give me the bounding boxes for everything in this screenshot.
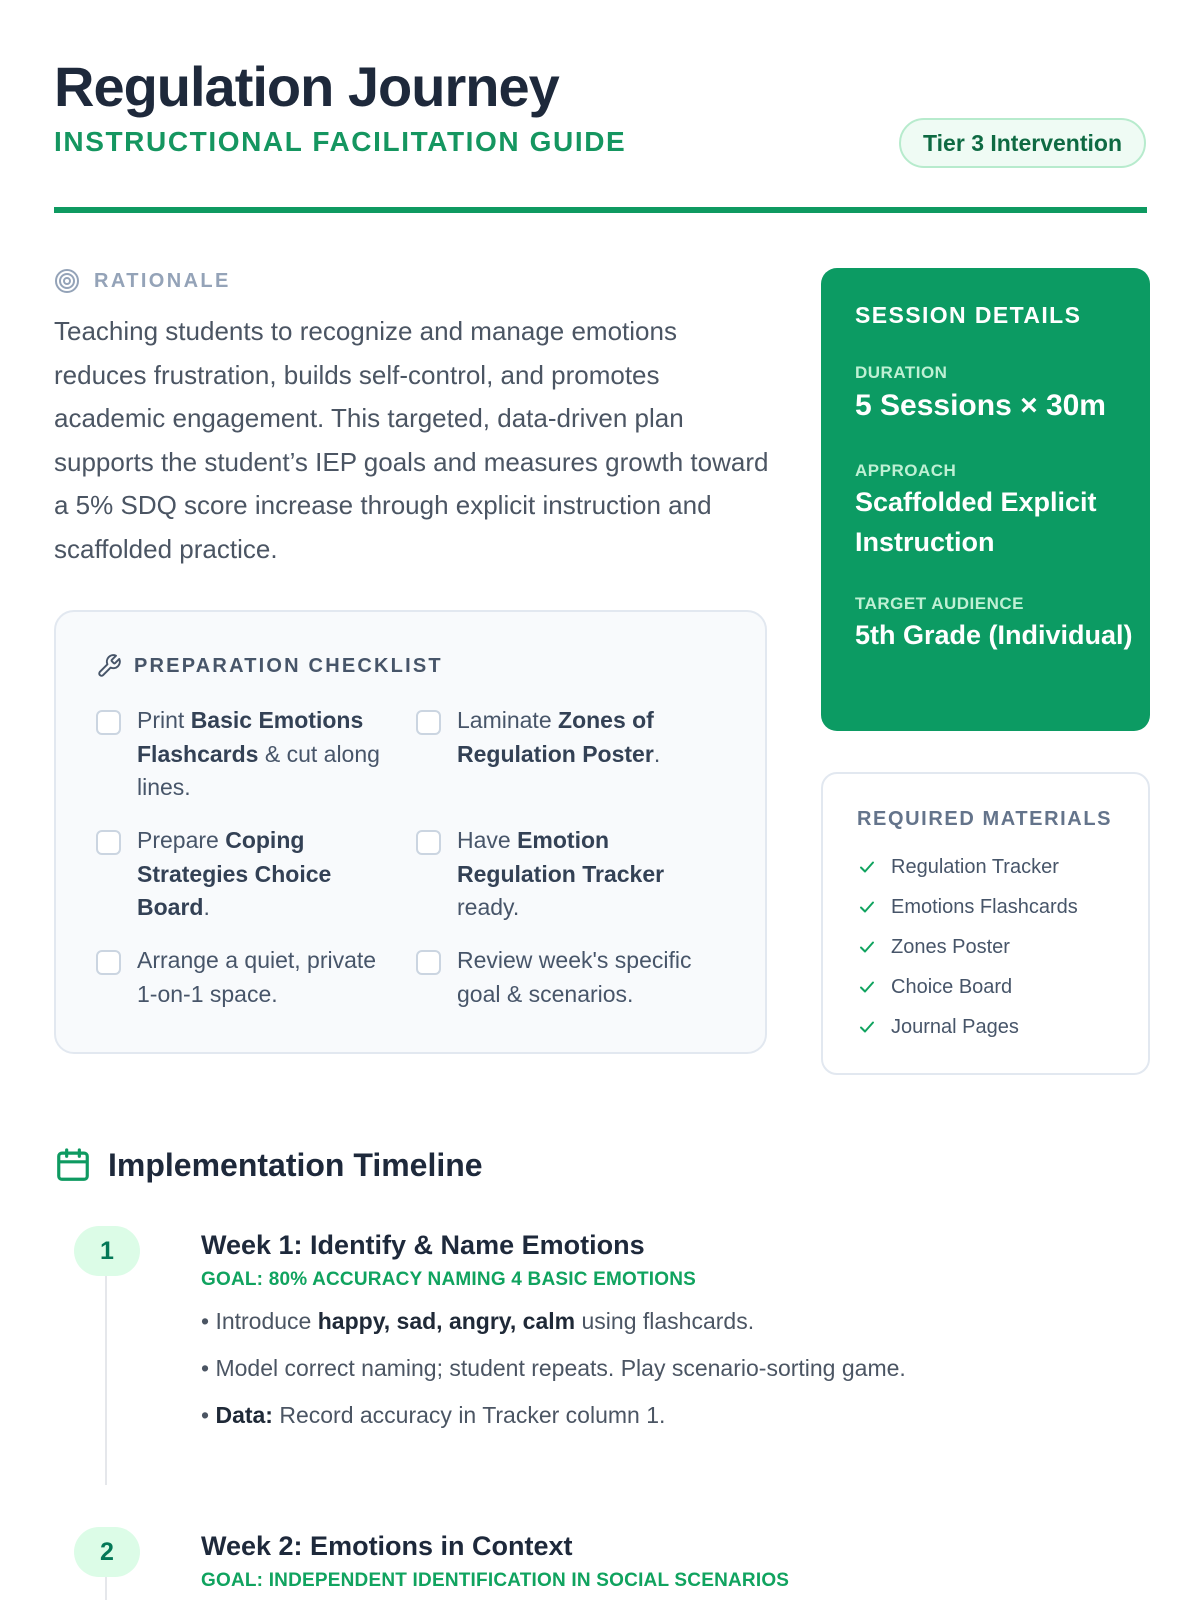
item-bold: Emotion Regulation Tracker [457, 827, 665, 887]
week-title: Week 2: Emotions in Context [201, 1531, 573, 1561]
bullet-text: using flashcards. [575, 1308, 755, 1334]
checkbox[interactable] [96, 950, 121, 975]
checklist-item[interactable] [96, 824, 386, 925]
bullet-text: Introduce [215, 1308, 318, 1334]
checklist-item[interactable] [416, 944, 706, 1011]
material-item [857, 852, 1059, 882]
item-text: Laminate [457, 707, 559, 733]
bullet-text: Record accuracy in Tracker column 1. [272, 1402, 666, 1428]
bullet-bold: happy, sad, angry, calm [317, 1308, 576, 1334]
timeline-heading [54, 1145, 483, 1185]
material-item [857, 1012, 1019, 1042]
checkbox[interactable] [416, 830, 441, 855]
calendar-icon [54, 1146, 92, 1184]
checklist-item-text [137, 704, 386, 805]
duration-value: 5 Sessions × 30m [855, 389, 1106, 422]
check-icon [857, 937, 877, 957]
check-icon [857, 857, 877, 877]
week-goal: GOAL: 80% ACCURACY NAMING 4 BASIC EMOTIONS [201, 1269, 697, 1290]
item-text: & cut along lines. [137, 740, 380, 800]
check-icon [857, 977, 877, 997]
item-text: Prepare [137, 827, 226, 853]
week-goal: GOAL: INDEPENDENT IDENTIFICATION IN SOCIAL SCENARIOS [201, 1570, 790, 1591]
duration-label: DURATION [855, 363, 948, 382]
timeline-connector [105, 1275, 107, 1485]
material-item [857, 972, 1012, 1002]
checklist-item[interactable] [416, 704, 706, 771]
audience-label: TARGET AUDIENCE [855, 594, 1024, 613]
material-label: Choice Board [891, 975, 1013, 998]
material-item [857, 892, 1078, 922]
checklist-item-text [457, 824, 706, 925]
checkbox[interactable] [96, 710, 121, 735]
timeline-title: Implementation Timeline [108, 1146, 483, 1183]
material-label: Journal Pages [891, 1015, 1019, 1038]
page-subtitle: INSTRUCTIONAL FACILITATION GUIDE [54, 126, 627, 157]
step-number: 1 [74, 1226, 140, 1276]
page-header [54, 54, 1146, 157]
checklist-item-text: Arrange a quiet, private 1-on-1 space. [137, 947, 377, 1007]
material-label: Regulation Tracker [891, 855, 1059, 878]
preparation-checklist [54, 610, 767, 1054]
material-item [857, 932, 1010, 962]
rationale-text: Teaching students to recognize and manage emotions reduces frustration, builds self-control, and promotes academic engagement. This targeted, data-driven plan supports the student’s IEP goals and measures growth toward a 5% SDQ score increase through explicit instruction and scaffolded practice. [54, 316, 769, 564]
checklist-label: PREPARATION CHECKLIST [134, 654, 443, 677]
item-text: Print [137, 707, 191, 733]
session-details-card [821, 268, 1150, 731]
item-text: . [203, 894, 210, 920]
week-bullet: • Data: Record accuracy in Tracker column 1. [201, 1402, 666, 1428]
week-title: Week 1: Identify & Name Emotions [201, 1230, 645, 1260]
item-bold: Coping Strategies Choice Board [137, 827, 332, 920]
audience-value: 5th Grade (Individual) [855, 620, 1133, 650]
item-bold: Basic Emotions Flashcards [137, 707, 364, 767]
checklist-item[interactable] [96, 704, 386, 805]
required-materials-card [821, 772, 1150, 1075]
item-bold: Zones of Regulation Poster [457, 707, 654, 767]
timeline-connector [105, 1575, 107, 1600]
approach-value: Scaffolded Explicit Instruction [855, 487, 1097, 557]
item-text: Have [457, 827, 518, 853]
checklist-item-text: Review week's specific goal & scenarios. [457, 947, 692, 1007]
wrench-icon [96, 653, 122, 679]
bullet-text: Model correct naming; student repeats. Play scenario-sorting game. [215, 1355, 906, 1381]
session-title: SESSION DETAILS [855, 302, 1082, 328]
step-number: 2 [74, 1527, 140, 1577]
checklist-heading [96, 652, 443, 680]
rationale-heading [54, 266, 231, 296]
item-text: . [653, 740, 661, 767]
materials-title: REQUIRED MATERIALS [857, 808, 1113, 830]
checklist-item[interactable] [416, 824, 706, 925]
material-label: Zones Poster [891, 935, 1010, 958]
tier-badge: Tier 3 Intervention [899, 118, 1146, 168]
rationale-label: RATIONALE [94, 269, 231, 292]
check-icon [857, 897, 877, 917]
checklist-item-text [457, 704, 706, 771]
header-divider [54, 207, 1147, 213]
checklist-item[interactable] [96, 944, 386, 1011]
item-text: ready. [457, 894, 520, 920]
checkbox[interactable] [96, 830, 121, 855]
week-bullet: • Introduce happy, sad, angry, calm using flashcards. [201, 1308, 755, 1334]
week-bullet: • Model correct naming; student repeats. Play scenario-sorting game. [201, 1355, 906, 1381]
checklist-item-text [137, 824, 386, 925]
checkbox[interactable] [416, 950, 441, 975]
check-icon [857, 1017, 877, 1037]
material-label: Emotions Flashcards [891, 895, 1078, 918]
target-icon [54, 268, 80, 294]
approach-label: APPROACH [855, 461, 957, 480]
page-title: Regulation Journey [54, 55, 559, 118]
checkbox[interactable] [416, 710, 441, 735]
bullet-bold: Data: [215, 1402, 273, 1428]
